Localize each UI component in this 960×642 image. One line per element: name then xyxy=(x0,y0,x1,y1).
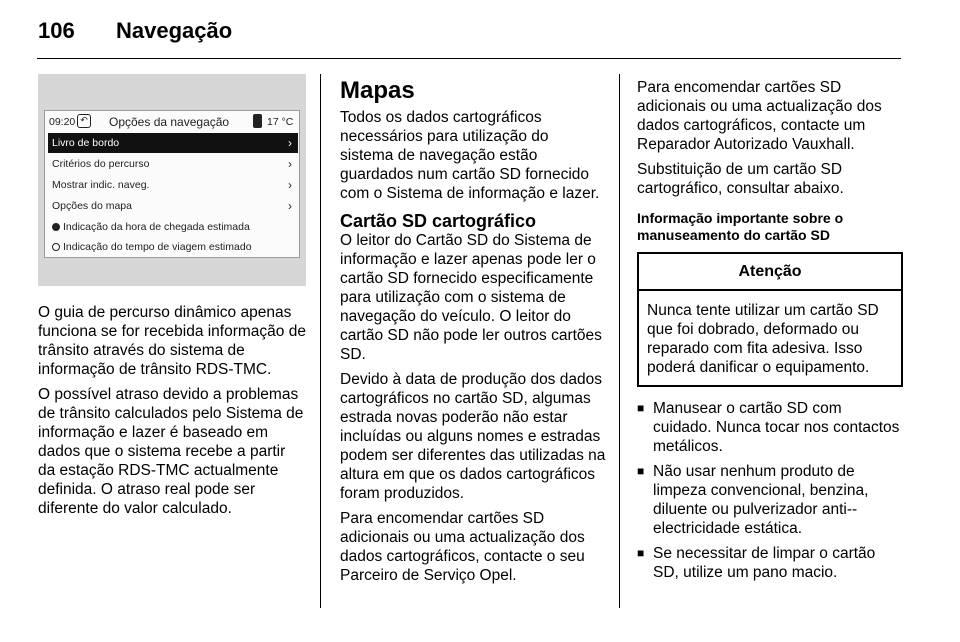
column-divider xyxy=(619,74,620,608)
subheading-informacao: Informação importante sobre o manuseamento do cartão SD xyxy=(637,210,844,243)
menu-item-label: Livro de bordo xyxy=(52,137,120,149)
bullet-square-icon: ■ xyxy=(637,401,645,415)
chevron-right-icon: › xyxy=(288,199,292,213)
bullet-square-icon: ■ xyxy=(637,546,645,560)
paragraph: Para encomendar cartões SD adicionais ou uma actualização dos dados cartográficos, contacte o seu Parceiro de Serviço Opel. xyxy=(340,510,585,584)
list-item-text: Não usar nenhum produto de limpeza convencional, benzina, diluente ou pulverizador anti--electricidade estática. xyxy=(653,463,869,537)
radio-unchecked-icon xyxy=(52,243,60,251)
column-divider xyxy=(320,74,321,608)
header-rule xyxy=(37,58,901,59)
back-icon: ↶ xyxy=(77,114,91,128)
list-item xyxy=(637,399,903,456)
menu-item-mostrar xyxy=(48,175,298,195)
menu-item-label: Mostrar indic. naveg. xyxy=(52,179,150,191)
paragraph: O leitor do Cartão SD do Sistema de informação e lazer apenas pode ler o cartão SD fornecido especificamente para utilização com o sistema de navegação do veículo. O leitor do cartão SD não pode ler outros cartões SD. xyxy=(340,232,602,363)
warning-title: Atenção xyxy=(639,254,901,291)
screen-title: Opções da navegação xyxy=(109,115,230,129)
list-item xyxy=(637,544,903,582)
radio-item-hora-chegada xyxy=(48,217,298,237)
paragraph: Devido à data de produção dos dados cartográficos no cartão SD, algumas estrada novas poderão não estar incluídas ou alguns nomes e estradas podem ser diferentes das utilizadas na altura em que os dados cartográficos foram produzidos. xyxy=(340,371,606,502)
paragraph: O possível atraso devido a problemas de trânsito calculados pelo Sistema de informação e lazer é baseado em dados que o sistema recebe a partir da estação RDS-TMC actualmente definida. O atraso real pode ser diferente do valor calculado. xyxy=(38,386,304,517)
warning-box xyxy=(637,252,903,387)
screen-topbar xyxy=(45,111,299,133)
menu-item-label: Opções do mapa xyxy=(52,200,132,212)
bullet-square-icon: ■ xyxy=(637,464,645,478)
warning-body: Nunca tente utilizar um cartão SD que foi dobrado, deformado ou reparado com fita adesiva. Isso poderá danificar o equipamento. xyxy=(647,302,879,376)
display-screen xyxy=(44,110,300,258)
list-item xyxy=(637,462,903,538)
menu-item-label: Critérios do percurso xyxy=(52,158,150,170)
list-item-text: Manusear o cartão SD com cuidado. Nunca tocar nos contactos metálicos. xyxy=(653,400,900,455)
column-middle xyxy=(340,78,606,591)
paragraph: Substituição de um cartão SD cartográfico, consultar abaixo. xyxy=(637,161,844,197)
radio-label: Indicação da hora de chegada estimada xyxy=(63,221,250,233)
subheading-cartao-sd: Cartão SD cartográfico xyxy=(340,211,537,231)
paragraph: Para encomendar cartões SD adicionais ou uma actualização dos dados cartográficos, contacte um Reparador Autorizado Vauxhall. xyxy=(637,79,882,153)
menu-item-opcoes-mapa xyxy=(48,196,298,216)
paragraph: Todos os dados cartográficos necessários para utilização do sistema de navegação estão guardados num cartão SD fornecido com o Sistema de informação e lazer. xyxy=(340,109,600,202)
list-item-text: Se necessitar de limpar o cartão SD, utilize um pano macio. xyxy=(653,545,876,581)
menu-item-criterios xyxy=(48,154,298,174)
menu-item-livro-de-bordo xyxy=(48,133,298,153)
radio-item-tempo-viagem xyxy=(48,237,298,257)
page-number: 106 xyxy=(38,18,75,43)
temperature: 17 °C xyxy=(267,116,294,128)
heading-mapas: Mapas xyxy=(340,77,415,104)
chevron-right-icon: › xyxy=(288,178,292,192)
chevron-right-icon: › xyxy=(288,157,292,171)
section-title: Navegação xyxy=(116,18,233,43)
column-left xyxy=(38,303,306,524)
paragraph: O guia de percurso dinâmico apenas funciona se for recebida informação de trânsito através do sistema de informação de trânsito RDS-TMC. xyxy=(38,304,306,378)
radio-label: Indicação do tempo de viagem estimado xyxy=(63,241,252,253)
page-header xyxy=(38,18,232,48)
column-right xyxy=(637,78,903,588)
phone-icon xyxy=(253,114,262,128)
chevron-right-icon: › xyxy=(288,136,292,150)
navigation-screen-image xyxy=(38,74,306,286)
radio-checked-icon xyxy=(52,223,60,231)
clock-time: 09:20 xyxy=(49,116,76,128)
